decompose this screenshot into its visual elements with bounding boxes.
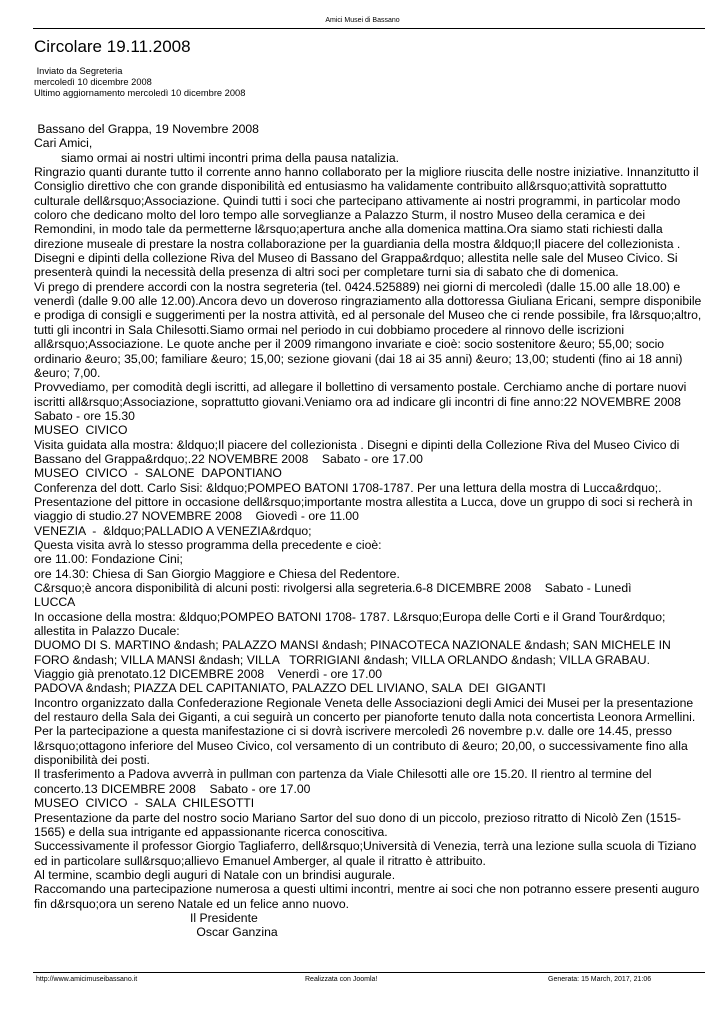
- publish-date: mercoledì 10 dicembre 2008: [34, 77, 152, 87]
- salutation: Cari Amici,: [34, 136, 93, 151]
- event-venue: VENEZIA - &ldquo;PALLADIO A VENEZIA&rdquo;: [34, 523, 312, 538]
- place-date: Bassano del Grappa, 19 Novembre 2008: [34, 122, 259, 136]
- body-paragraph: Il trasferimento a Padova avverrà in pullman con partenza da Viale Chilesotti alle ore 15.20. Il rientro al termine del concerto.13 DICEMBRE 2008 Sabato - ore 17.00: [34, 767, 655, 796]
- body-paragraph: Ringrazio quanti durante tutto il corrente anno hanno collaborato per la migliore riuscita delle nostre iniziative. Innanzitutto il Consiglio direttivo che con grande disponibilità ed entusiasmo ha validamente contribuito all&rsquo;attività soprattutto culturale dell&rsquo;Associazione. Quindi tutti i soci che partecipano attivamente ai nostri programmi, in particolar modo coloro che dedicano molto del loro tempo alle sorveglianze a Palazzo Sturm, il nostro Museo della ceramica e dei Remondini, in modo tale da permetterne l&rsquo;apertura anche alla domenica mattina.Ora siamo stati richiesti dalla direzione museale di prestare la nostra collaborazione per la guardiania della mostra &ldquo;Il piacere del collezionista . Disegni e dipinti della collezione Riva del Museo di Bassano del Grappa&rdquo; allestita nelle sale del Museo Civico. Si presenterà quindi la necessità della presenza di altri soci per completare turni sia di sabato che di domenica.: [34, 165, 699, 280]
- body-paragraph: Al termine, scambio degli auguri di Natale con un brindisi augurale.: [34, 867, 396, 882]
- body-paragraph: Visita guidata alla mostra: &ldquo;Il piacere del collezionista . Disegni e dipinti della Collezione Riva del Museo Civico di Bassano del Grappa&rdquo;.22 NOVEMBRE 2008 Sabato - ore 17.00: [34, 437, 683, 466]
- body-paragraph: In occasione della mostra: &ldquo;POMPEO BATONI 1708- 1787. L&rsquo;Europa delle Corti e il Grand Tour&rdquo; allestita in Palazzo Ducale:: [34, 609, 666, 639]
- article-title: Circolare 19.11.2008: [34, 37, 191, 56]
- body-paragraph: Raccomando una partecipazione numerosa a questi ultimi incontri, mentre ai soci che non potranno essere presenti auguro fin d&rsquo;ora un sereno Natale ed un felice anno nuovo.: [34, 882, 700, 911]
- body-paragraph: Incontro organizzato dalla Confederazione Regionale Veneta delle Associazioni degli Amici dei Musei per la presentazione del restauro della Sala dei Giganti, a cui seguirà un concerto per pianoforte tenuto dalla nota concertista Leonora Armellini.: [34, 695, 696, 725]
- last-update: Ultimo aggiornamento mercoledì 10 dicembre 2008: [34, 88, 246, 98]
- body-paragraph: Presentazione del pittore in occasione dell&rsquo;importante mostra allestita a Lucca, dove un gruppo di soci si recherà in viaggio di studio.27 NOVEMBRE 2008 Giovedì - ore 11.00: [34, 494, 696, 524]
- event-venue: MUSEO CIVICO: [34, 423, 128, 438]
- body-paragraph: Questa visita avrà lo stesso programma della precedente e cioè:: [34, 537, 382, 552]
- body-paragraph: siamo ormai ai nostri ultimi incontri prima della pausa natalizia.: [61, 150, 400, 165]
- body-paragraph: C&rsquo;è ancora disponibilità di alcuni posti: rivolgersi alla segreteria.6-8 DICEMBRE 2008 Sabato - Lunedì: [34, 581, 632, 595]
- footer-made-with: Realizzata con Joomla!: [305, 976, 378, 983]
- article-meta: [34, 66, 245, 99]
- event-venue: MUSEO CIVICO - SALONE DAPONTIANO: [34, 466, 282, 481]
- article-body: [34, 122, 706, 940]
- body-paragraph: Successivamente il professor Giorgio Tagliaferro, dell&rsquo;Università di Venezia, terrà una lezione sulla scuola di Tiziano ed in particolare sull&rsquo;allievo Emanuel Amberger, al quale il ritratto è attribuito.: [34, 839, 697, 868]
- footer-generated: Generata: 15 March, 2017, 21:06: [548, 976, 652, 983]
- body-paragraph: Conferenza del dott. Carlo Sisi: &ldquo;POMPEO BATONI 1708-1787. Per una lettura della mostra di Lucca&rdquo;.: [34, 480, 662, 495]
- signature-role: Il Presidente: [190, 910, 258, 925]
- sent-by: Inviato da Segreteria: [34, 66, 123, 76]
- body-paragraph: ore 14.30: Chiesa di San Giorgio Maggiore e Chiesa del Redentore.: [34, 566, 400, 581]
- body-paragraph: Vi prego di prendere accordi con la nostra segreteria (tel. 0424.525889) nei giorni di mercoledì (dalle 15.00 alle 18.00) e venerdì (dalle 9.00 alle 12.00).Ancora devo un doveroso ringraziamento alla dottoressa Giuliana Ericani, sempre disponibile e prodiga di consigli e suggerimenti per la nostra attività, ed al personale del Museo che ci rende possibile, fra l&rsquo;altro, tutti gli incontri in Sala Chilesotti.Siamo ormai nel periodo in cui dobbiamo procedere al rinnovo delle iscrizioni all&rsquo;Associazione. Le quote anche per il 2009 rimangono invariate e cioè: socio sostenitore &euro; 55,00; socio ordinario &euro; 35,00; familiare &euro; 15,00; sezione giovani (dai 18 ai 35 anni) &euro; 13,00; studenti (fino ai 18 anni) &euro; 7,00.: [34, 279, 702, 380]
- body-paragraph: Per la partecipazione a questa manifestazione ci si dovrà iscrivere mercoledì 26 novembre p.v. dalle ore 14.45, presso l&rsquo;ottagono inferiore del Museo Civico, col versamento di un contributo di &euro; 20,00, o successivamente fino alla disponibilità dei posti.: [34, 724, 688, 768]
- event-venue: MUSEO CIVICO - SALA CHILESOTTI: [34, 796, 255, 811]
- body-paragraph: Provvediamo, per comodità degli iscritti, ad allegare il bollettino di versamento postale. Cerchiamo anche di portare nuovi iscritti all&rsquo;Associazione, soprattutto giovani.Veniamo ora ad indicare gli incontri di fine anno:22 NOVEMBRE 2008 Sabato - ore 15.30: [34, 380, 690, 423]
- signature-name: Oscar Ganzina: [193, 925, 278, 940]
- body-paragraph: ore 11.00: Fondazione Cini;: [34, 552, 183, 567]
- body-paragraph: Presentazione da parte del nostro socio Mariano Sartor del suo dono di un piccolo, prezioso ritratto di Nicolò Zen (1515-1565) e della sua intrigante ed appassionante ricerca conoscitiva.: [34, 810, 681, 839]
- site-name-header: Amici Musei di Bassano: [325, 17, 400, 24]
- event-venue: LUCCA: [34, 595, 76, 610]
- body-paragraph: DUOMO DI S. MARTINO &ndash; PALAZZO MANSI &ndash; PINACOTECA NAZIONALE &ndash; SAN MICHELE IN FORO &ndash; VILLA MANSI &ndash; VILLA TORRIGIANI &ndash; VILLA ORLANDO &ndash; VILLA GRABAU.: [34, 638, 675, 667]
- footer-url: http://www.amicimuseibassano.it: [36, 976, 138, 983]
- top-divider: [33, 28, 705, 29]
- bottom-divider: [33, 972, 705, 973]
- body-paragraph: Viaggio già prenotato.12 DICEMBRE 2008 Venerdì - ore 17.00: [34, 667, 383, 682]
- event-venue: PADOVA &ndash; PIAZZA DEL CAPITANIATO, PALAZZO DEL LIVIANO, SALA DEI GIGANTI: [34, 681, 546, 696]
